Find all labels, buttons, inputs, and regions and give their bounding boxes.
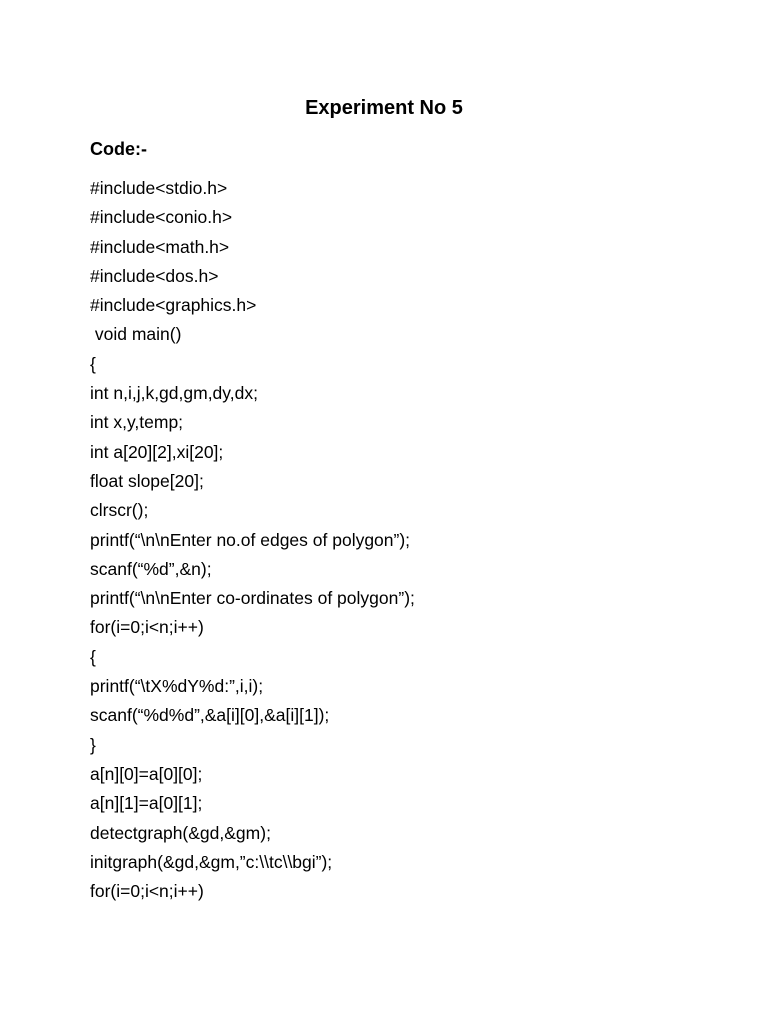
code-line: float slope[20]; — [90, 470, 204, 491]
code-line: a[n][1]=a[0][1]; — [90, 793, 203, 814]
code-line: printf(“\tX%dY%d:”,i,i); — [90, 676, 264, 697]
code-line: scanf(“%d”,&n); — [90, 558, 212, 579]
code-line: #include<stdio.h> — [90, 178, 228, 198]
code-line: { — [90, 646, 96, 667]
code-block — [90, 174, 415, 906]
code-line: printf(“\n\nEnter co-ordinates of polygon”); — [90, 588, 415, 609]
code-line: clrscr(); — [90, 500, 149, 521]
code-line: for(i=0;i<n;i++) — [90, 881, 204, 902]
code-line: #include<graphics.h> — [90, 295, 257, 316]
code-line: for(i=0;i<n;i++) — [90, 617, 204, 638]
code-line: int x,y,temp; — [90, 412, 184, 433]
code-line: } — [90, 734, 96, 755]
code-line: initgraph(&gd,&gm,”c:\\tc\\bgi”); — [90, 851, 333, 872]
code-line: int a[20][2],xi[20]; — [90, 441, 224, 462]
code-heading: Code:- — [90, 139, 147, 159]
code-line: printf(“\n\nEnter no.of edges of polygon”); — [90, 529, 411, 550]
code-line: { — [90, 353, 96, 374]
code-line: a[n][0]=a[0][0]; — [90, 763, 203, 784]
code-line: int n,i,j,k,gd,gm,dy,dx; — [90, 383, 258, 404]
code-line: detectgraph(&gd,&gm); — [90, 822, 271, 843]
code-line: #include<math.h> — [90, 236, 230, 257]
code-line: void main() — [90, 324, 182, 345]
code-line: #include<conio.h> — [90, 207, 233, 228]
code-line: scanf(“%d%d”,&a[i][0],&a[i][1]); — [90, 705, 330, 726]
page-title: Experiment No 5 — [305, 97, 463, 119]
code-line: #include<dos.h> — [90, 265, 219, 286]
